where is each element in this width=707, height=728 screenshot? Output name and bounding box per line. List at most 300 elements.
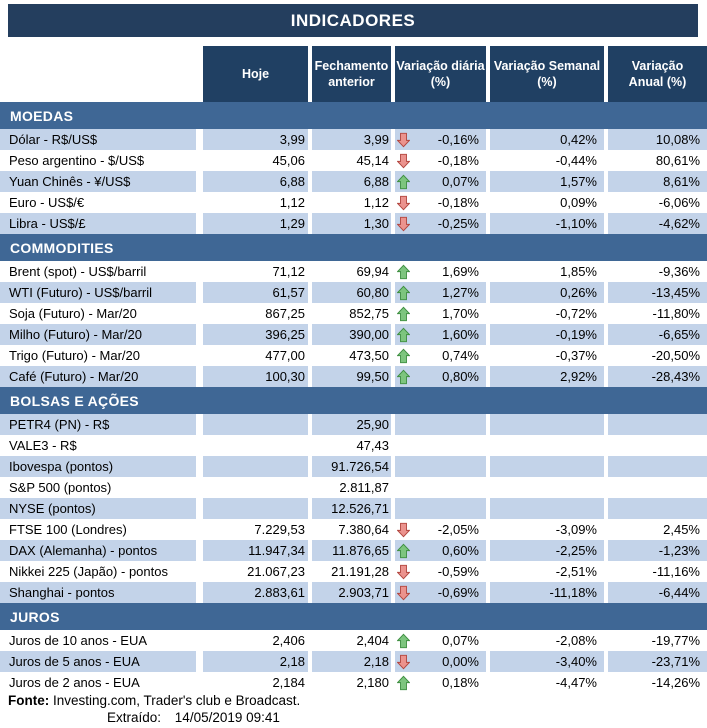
table-row-brent-spot-us-barril [0,261,707,282]
table-row-soja-futuro-mar-20 [0,303,707,324]
hoje-value [203,672,308,693]
variacao-diaria-value [395,561,486,582]
fechamento-anterior-value [312,456,391,477]
section-title: BOLSAS E AÇÕES [10,392,139,409]
fechamento-anterior-value-text: 2,18 [363,654,389,669]
variacao-diaria-value [395,672,486,693]
variacao-anual-value [608,498,707,519]
column-header-label: anterior [328,75,375,89]
column-header-label: Hoje [241,67,270,81]
variacao-semanal-value-text: -1,10% [555,216,597,231]
row-label [0,129,196,150]
variacao-diaria-value [395,129,486,150]
variacao-semanal-value-text: -0,72% [555,306,597,321]
hoje-value [203,477,308,498]
column-header-label: (%) [537,75,557,89]
section-title: MOEDAS [10,107,74,124]
fechamento-anterior-value-text: 2.903,71 [338,585,389,600]
hoje-value [203,171,308,192]
variacao-anual-value-text: 80,61% [655,153,700,168]
variacao-semanal-value [490,630,604,651]
hoje-value [203,582,308,603]
row-label-text: WTI (Futuro) - US$/barril [9,285,153,300]
table-column-headers [0,46,707,102]
table-row-milho-futuro-mar-20 [0,324,707,345]
hoje-value-text: 1,29 [279,216,305,231]
section-header-bolsas-e-acoes [0,387,707,414]
footer [8,692,300,726]
fechamento-anterior-value [312,630,391,651]
variacao-anual-value-text: -6,65% [658,327,700,342]
variacao-semanal-value-text: -0,37% [555,348,597,363]
variacao-anual-value [608,672,707,693]
fechamento-anterior-value-text: 1,12 [363,195,389,210]
hoje-value [203,540,308,561]
row-label-text: Trigo (Futuro) - Mar/20 [9,348,140,363]
variacao-semanal-value [490,498,604,519]
variacao-diaria-value-text: -0,18% [437,153,479,168]
row-label [0,345,196,366]
fechamento-anterior-value-text: 2.811,87 [339,480,389,495]
table-row-peso-argentino-us [0,150,707,171]
down-arrow-icon [397,216,410,231]
variacao-diaria-value [395,435,486,456]
down-arrow-icon [397,522,410,537]
fechamento-anterior-value-text: 60,80 [356,285,389,300]
variacao-diaria-value-text: -0,18% [437,195,479,210]
variacao-diaria-value [395,582,486,603]
fechamento-anterior-value-text: 69,94 [356,264,389,279]
variacao-semanal-value [490,651,604,672]
variacao-anual-value [608,477,707,498]
row-label [0,561,196,582]
variacao-anual-value [608,213,707,234]
column-header-label: (%) [430,75,451,89]
hoje-value [203,261,308,282]
table-row-vale3-r [0,435,707,456]
variacao-semanal-value-text: -11,18% [549,585,597,600]
fechamento-anterior-value-text: 2,404 [356,633,389,648]
row-label [0,519,196,540]
variacao-semanal-value [490,150,604,171]
column-header-label: Anual (%) [628,75,687,89]
variacao-anual-value [608,303,707,324]
row-label [0,540,196,561]
variacao-diaria-value-text: 0,07% [442,633,479,648]
variacao-anual-value [608,261,707,282]
variacao-anual-value [608,435,707,456]
variacao-semanal-value [490,561,604,582]
variacao-diaria-value [395,540,486,561]
row-label [0,651,196,672]
row-label-text: Juros de 2 anos - EUA [9,675,140,690]
variacao-anual-value-text: 8,61% [663,174,700,189]
fechamento-anterior-value [312,345,391,366]
fechamento-anterior-value-text: 11.876,65 [332,543,389,558]
up-arrow-icon [397,264,410,279]
up-arrow-icon [397,369,410,384]
hoje-value-text: 61,57 [272,285,305,300]
variacao-diaria-value [395,366,486,387]
fechamento-anterior-value-text: 1,30 [363,216,389,231]
fechamento-anterior-value [312,261,391,282]
fechamento-anterior-value [312,651,391,672]
row-label [0,303,196,324]
fonte-label: Fonte: [8,693,50,708]
variacao-semanal-value-text: 1,57% [560,174,597,189]
fechamento-anterior-value [312,582,391,603]
hoje-value [203,150,308,171]
hoje-value-text: 867,25 [265,306,305,321]
row-label-text: Yuan Chinês - ¥/US$ [9,174,131,189]
variacao-semanal-value-text: 2,92% [560,369,597,384]
variacao-semanal-value-text: -3,09% [555,522,597,537]
fechamento-anterior-value-text: 12.526,71 [331,501,389,516]
fechamento-anterior-value-text: 47,43 [356,438,389,453]
variacao-semanal-value-text: -0,44% [555,153,597,168]
row-label [0,324,196,345]
extraido-value: 14/05/2019 09:41 [174,710,280,725]
fechamento-anterior-value-text: 3,99 [363,132,389,147]
section-title: COMMODITIES [10,239,114,256]
variacao-diaria-value [395,519,486,540]
fechamento-anterior-value-text: 21.191,28 [331,564,389,579]
table-row-nikkei-225-japao-pontos [0,561,707,582]
row-label-text: Soja (Futuro) - Mar/20 [9,306,137,321]
row-label-text: Café (Futuro) - Mar/20 [9,369,139,384]
header-corner-spacer [0,46,196,102]
column-header-label: Variação [631,59,684,73]
down-arrow-icon [397,654,410,669]
fechamento-anterior-value-text: 390,00 [349,327,389,342]
variacao-anual-value [608,324,707,345]
column-header-label: Variação Semanal [493,59,601,73]
hoje-value-text: 1,12 [279,195,305,210]
variacao-semanal-value [490,477,604,498]
fechamento-anterior-value [312,435,391,456]
variacao-diaria-value-text: 1,69% [442,264,479,279]
row-label [0,582,196,603]
table-row-ftse-100-londres [0,519,707,540]
fechamento-anterior-value [312,324,391,345]
row-label-text: FTSE 100 (Londres) [9,522,127,537]
fechamento-anterior-value [312,414,391,435]
variacao-diaria-value [395,651,486,672]
row-label [0,366,196,387]
up-arrow-icon [397,543,410,558]
variacao-semanal-value [490,519,604,540]
hoje-value [203,303,308,324]
fechamento-anterior-value-text: 852,75 [349,306,389,321]
hoje-value [203,345,308,366]
fechamento-anterior-value [312,672,391,693]
table-row-s-p-500-pontos [0,477,707,498]
row-label [0,456,196,477]
variacao-diaria-value-text: 0,60% [442,543,479,558]
variacao-semanal-value-text: 0,26% [560,285,597,300]
fechamento-anterior-value [312,282,391,303]
table-row-cafe-futuro-mar-20 [0,366,707,387]
variacao-diaria-value-text: -2,05% [437,522,479,537]
variacao-diaria-value-text: 0,80% [442,369,479,384]
variacao-anual-value [608,582,707,603]
fechamento-anterior-value [312,150,391,171]
table-row-trigo-futuro-mar-20 [0,345,707,366]
up-arrow-icon [397,633,410,648]
table-row-wti-futuro-us-barril [0,282,707,303]
fechamento-anterior-value-text: 2,180 [356,675,389,690]
row-label-text: S&P 500 (pontos) [9,480,112,495]
row-label-text: Peso argentino - $/US$ [9,153,145,168]
fechamento-anterior-value [312,519,391,540]
variacao-anual-value [608,171,707,192]
variacao-anual-value-text: 2,45% [663,522,700,537]
variacao-diaria-value [395,414,486,435]
variacao-anual-value [608,456,707,477]
row-label-text: DAX (Alemanha) - pontos [9,543,158,558]
hoje-value [203,435,308,456]
variacao-semanal-value [490,540,604,561]
variacao-semanal-value [490,213,604,234]
hoje-value-text: 477,00 [265,348,305,363]
hoje-value-text: 71,12 [272,264,305,279]
variacao-anual-value-text: -23,71% [651,654,700,669]
row-label [0,171,196,192]
variacao-diaria-value-text: -0,25% [437,216,479,231]
hoje-value [203,519,308,540]
row-label [0,192,196,213]
row-label-text: NYSE (pontos) [9,501,96,516]
column-header-label: Variação diária [396,59,485,73]
indicators-table [0,102,707,693]
row-label-text: Nikkei 225 (Japão) - pontos [9,564,168,579]
variacao-semanal-value [490,435,604,456]
variacao-anual-value-text: -20,50% [651,348,700,363]
hoje-value [203,324,308,345]
variacao-anual-value [608,561,707,582]
down-arrow-icon [397,564,410,579]
variacao-semanal-value [490,192,604,213]
section-header-juros [0,603,707,630]
hoje-value [203,651,308,672]
fechamento-anterior-value [312,477,391,498]
variacao-semanal-value [490,324,604,345]
fechamento-anterior-value [312,213,391,234]
table-row-juros-de-5-anos-eua [0,651,707,672]
fechamento-anterior-value-text: 45,14 [356,153,389,168]
variacao-semanal-value [490,414,604,435]
hoje-value [203,456,308,477]
variacao-anual-value [608,519,707,540]
table-row-euro-us [0,192,707,213]
column-header-variacao-semanal [490,46,604,102]
variacao-anual-value [608,192,707,213]
variacao-diaria-value [395,213,486,234]
fechamento-anterior-value [312,171,391,192]
variacao-anual-value [608,366,707,387]
up-arrow-icon [397,174,410,189]
up-arrow-icon [397,327,410,342]
hoje-value-text: 21.067,23 [247,564,305,579]
row-label-text: Euro - US$/€ [9,195,85,210]
hoje-value-text: 2,184 [272,675,305,690]
table-row-petr4-pn-r [0,414,707,435]
row-label [0,477,196,498]
down-arrow-icon [397,585,410,600]
fechamento-anterior-value [312,192,391,213]
up-arrow-icon [397,675,410,690]
row-label-text: Juros de 5 anos - EUA [9,654,140,669]
section-header-moedas [0,102,707,129]
fechamento-anterior-value [312,303,391,324]
hoje-value-text: 100,30 [265,369,305,384]
fechamento-anterior-value [312,129,391,150]
row-label [0,498,196,519]
table-row-dolar-r-us [0,129,707,150]
variacao-anual-value [608,345,707,366]
variacao-anual-value-text: -28,43% [651,369,700,384]
variacao-semanal-value-text: -3,40% [555,654,597,669]
variacao-anual-value-text: -6,06% [658,195,700,210]
variacao-semanal-value [490,171,604,192]
column-header-variacao-diaria [395,46,486,102]
column-header-label: Fechamento [314,59,389,73]
variacao-anual-value-text: -19,77% [651,633,700,648]
variacao-semanal-value-text: -2,51% [555,564,597,579]
fechamento-anterior-value-text: 99,50 [356,369,389,384]
row-label-text: Ibovespa (pontos) [9,459,114,474]
row-label-text: Brent (spot) - US$/barril [9,264,147,279]
fechamento-anterior-value [312,561,391,582]
variacao-anual-value-text: -6,44% [658,585,700,600]
variacao-anual-value [608,414,707,435]
hoje-value-text: 2.883,61 [254,585,305,600]
fechamento-anterior-value [312,540,391,561]
variacao-anual-value-text: -1,23% [658,543,700,558]
variacao-diaria-value [395,324,486,345]
hoje-value [203,498,308,519]
row-label-text: Shanghai - pontos [9,585,115,600]
variacao-semanal-value [490,129,604,150]
table-row-libra-us [0,213,707,234]
variacao-diaria-value [395,630,486,651]
variacao-diaria-value-text: -0,16% [437,132,479,147]
variacao-anual-value [608,129,707,150]
table-row-ibovespa-pontos [0,456,707,477]
variacao-semanal-value [490,303,604,324]
variacao-semanal-value [490,366,604,387]
variacao-diaria-value-text: 1,70% [442,306,479,321]
table-row-shanghai-pontos [0,582,707,603]
variacao-diaria-value [395,477,486,498]
variacao-semanal-value [490,282,604,303]
row-label-text: Dólar - R$/US$ [9,132,98,147]
hoje-value [203,192,308,213]
row-label [0,282,196,303]
row-label [0,414,196,435]
variacao-diaria-value-text: -0,69% [437,585,479,600]
variacao-diaria-value-text: 0,00% [442,654,479,669]
variacao-semanal-value [490,456,604,477]
variacao-anual-value-text: -14,26% [651,675,700,690]
hoje-value [203,213,308,234]
section-title: JUROS [10,608,60,625]
table-row-juros-de-10-anos-eua [0,630,707,651]
hoje-value [203,414,308,435]
fechamento-anterior-value [312,498,391,519]
variacao-semanal-value-text: 0,09% [560,195,597,210]
fechamento-anterior-value-text: 91.726,54 [331,459,389,474]
variacao-diaria-value [395,303,486,324]
hoje-value-text: 3,99 [279,132,305,147]
hoje-value-text: 11.947,34 [248,543,305,558]
variacao-semanal-value-text: 0,42% [560,132,597,147]
variacao-anual-value-text: -11,16% [652,564,700,579]
variacao-anual-value-text: -9,36% [658,264,700,279]
variacao-diaria-value [395,456,486,477]
variacao-diaria-value-text: -0,59% [437,564,479,579]
hoje-value-text: 2,18 [279,654,305,669]
variacao-semanal-value [490,672,604,693]
table-row-dax-alemanha-pontos [0,540,707,561]
down-arrow-icon [397,195,410,210]
variacao-diaria-value [395,261,486,282]
row-label [0,261,196,282]
variacao-diaria-value [395,282,486,303]
variacao-anual-value-text: 10,08% [655,132,700,147]
variacao-semanal-value [490,261,604,282]
up-arrow-icon [397,285,410,300]
hoje-value-text: 45,06 [272,153,305,168]
fechamento-anterior-value-text: 473,50 [349,348,389,363]
row-label-text: VALE3 - R$ [9,438,77,453]
row-label [0,672,196,693]
variacao-diaria-value-text: 0,18% [442,675,479,690]
up-arrow-icon [397,306,410,321]
hoje-value-text: 2,406 [272,633,305,648]
variacao-anual-value [608,630,707,651]
variacao-semanal-value [490,582,604,603]
column-header-fechamento-anterior [312,46,391,102]
variacao-diaria-value-text: 1,60% [442,327,479,342]
variacao-anual-value-text: -11,80% [652,306,700,321]
fonte-text: Investing.com, Trader's club e Broadcast. [53,693,301,708]
column-header-variacao-anual [608,46,707,102]
table-row-yuan-chines-us [0,171,707,192]
row-label-text: Milho (Futuro) - Mar/20 [9,327,142,342]
fechamento-anterior-value-text: 7.380,64 [338,522,389,537]
variacao-anual-value-text: -4,62% [658,216,700,231]
table-row-juros-de-2-anos-eua [0,672,707,693]
variacao-anual-value-text: -13,45% [651,285,700,300]
variacao-anual-value [608,150,707,171]
page-title: INDICADORES [8,4,698,37]
hoje-value-text: 6,88 [279,174,305,189]
row-label-text: Juros de 10 anos - EUA [9,633,148,648]
variacao-semanal-value-text: 1,85% [560,264,597,279]
hoje-value [203,561,308,582]
table-row-nyse-pontos [0,498,707,519]
section-header-commodities [0,234,707,261]
variacao-diaria-value [395,150,486,171]
down-arrow-icon [397,132,410,147]
variacao-semanal-value-text: -2,08% [555,633,597,648]
fechamento-anterior-value [312,366,391,387]
hoje-value-text: 7.229,53 [254,522,305,537]
hoje-value [203,282,308,303]
variacao-diaria-value [395,498,486,519]
extraction-line [107,709,300,726]
